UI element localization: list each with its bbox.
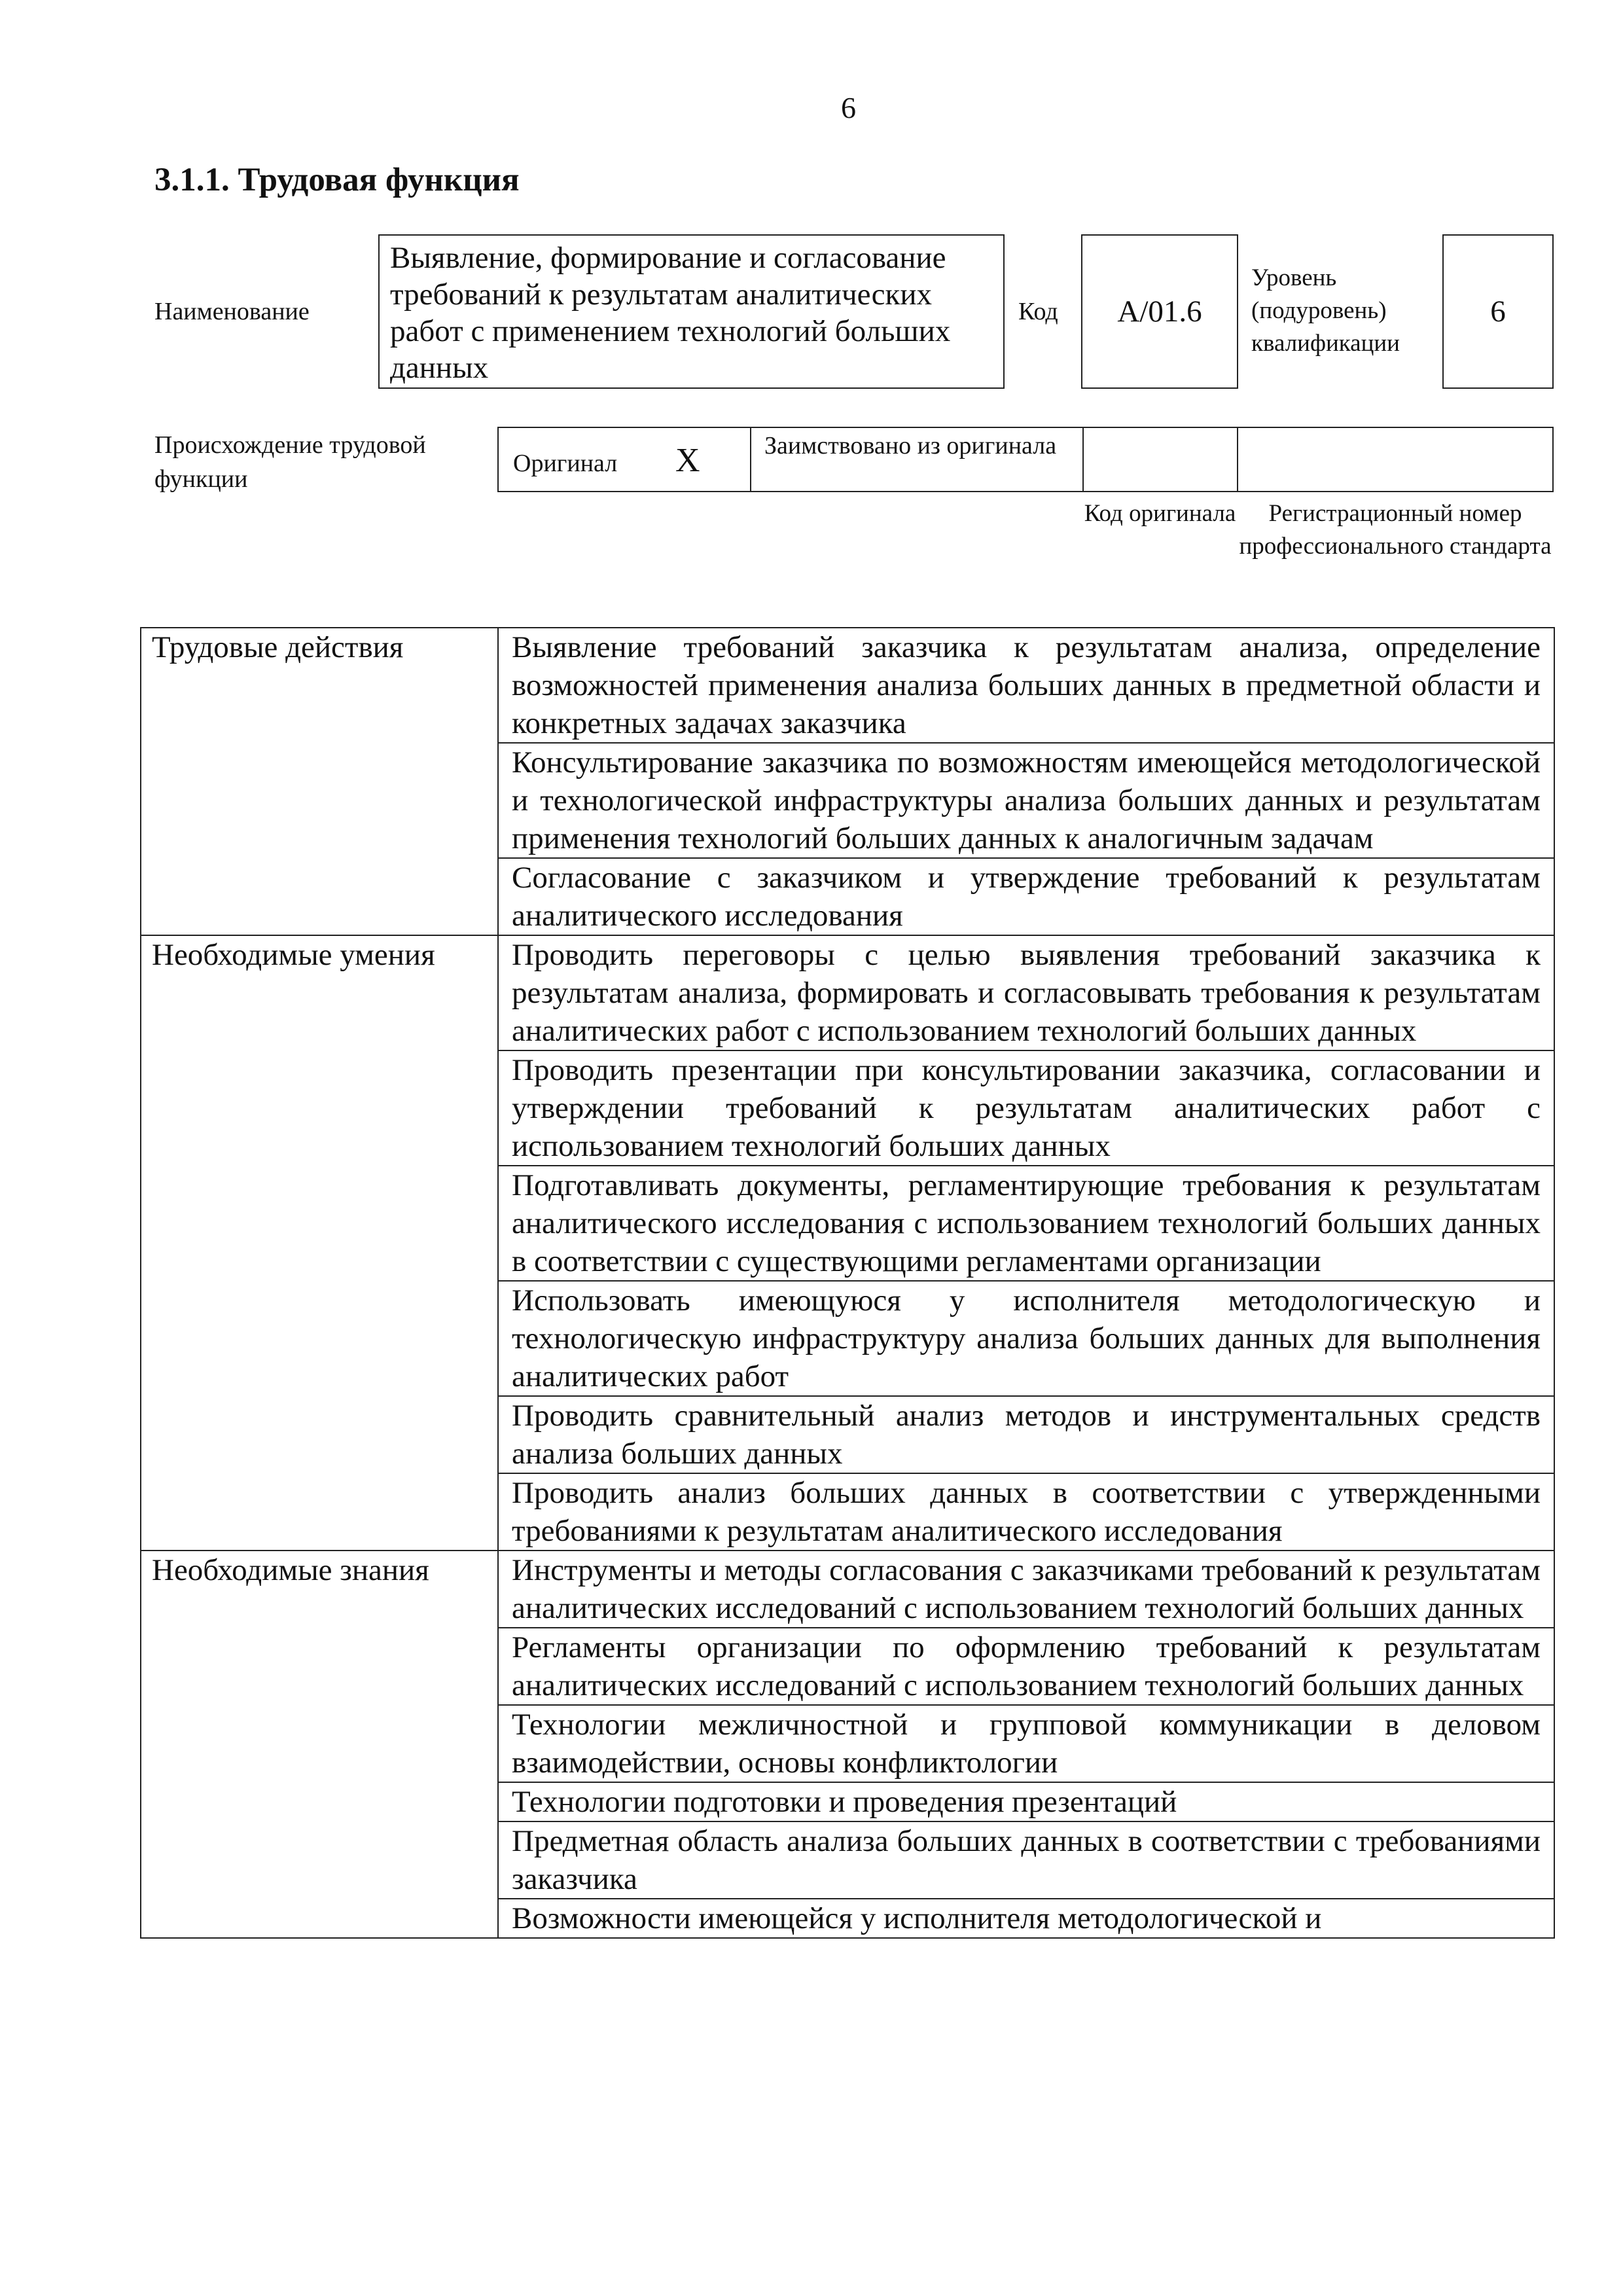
caption-reg-number: Регистрационный номер профессионального стандарта: [1239, 500, 1552, 560]
code-value: A/01.6: [1117, 295, 1202, 329]
origin-borrowed-cell: [751, 428, 1084, 491]
origin-original-mark: X: [675, 442, 700, 479]
table-row: [141, 935, 1554, 1050]
section-item: Предметная область анализа больших данных в соответствии с требованиями заказчика: [498, 1821, 1554, 1899]
section-item: Выявление требований заказчика к результатам анализа, определение возможностей применения анализа больших данных в предметной области и конкретных задачах заказчика: [498, 628, 1554, 743]
function-details-table: [140, 627, 1555, 1939]
caption-code-original: Код оригинала: [1084, 500, 1236, 527]
level-label-text: Уровень (подуровень) квалификации: [1251, 264, 1400, 357]
section-item: Проводить анализ больших данных в соответствии с утвержденными требованиями к результатам аналитического исследования: [498, 1473, 1554, 1551]
section-item: Подготавливать документы, регламентирующие требования к результатам аналитического исследования с использованием технологий больших данных в соответствии с существующими регламентами организации: [498, 1166, 1554, 1281]
code-label: Код: [1018, 298, 1058, 325]
section-item: Использовать имеющуюся у исполнителя методологическую и технологическую инфраструктуру анализа больших данных для выполнения аналитических работ: [498, 1281, 1554, 1396]
section-heading: Трудовые действия: [141, 628, 498, 935]
origin-label: Происхождение трудовой функции: [154, 431, 426, 493]
section-item: Технологии подготовки и проведения презентаций: [498, 1782, 1554, 1821]
section-item: Возможности имеющейся у исполнителя методологической и: [498, 1899, 1554, 1938]
level-box: [1442, 234, 1554, 389]
origin-regnum-cell: [1238, 428, 1552, 491]
origin-code-cell: [1084, 428, 1238, 491]
code-box: [1081, 234, 1238, 389]
section-item: Технологии межличностной и групповой коммуникации в деловом взаимодействии, основы конфликтологии: [498, 1705, 1554, 1782]
table-row: [141, 1551, 1554, 1628]
level-value: 6: [1490, 295, 1506, 329]
origin-table: [497, 427, 1554, 492]
section-item: Проводить переговоры с целью выявления требований заказчика к результатам анализа, формировать и согласовывать требования к результатам аналитических работ с использованием технологий больших данных: [498, 935, 1554, 1050]
level-label: [1251, 262, 1428, 360]
origin-original-label: Оригинал: [513, 450, 618, 477]
section-item: Консультирование заказчика по возможностям имеющейся методологической и технологической инфраструктуры анализа больших данных и результатам применения технологий больших данных к аналогичным задачам: [498, 743, 1554, 858]
function-name-box: Выявление, формирование и согласование требований к результатам аналитических работ с применением технологий больших данных: [378, 234, 1005, 389]
section-heading: Необходимые знания: [141, 1551, 498, 1938]
section-item: Инструменты и методы согласования с заказчиками требований к результатам аналитических исследований с использованием технологий больших данных: [498, 1551, 1554, 1628]
section-item: Проводить презентации при консультировании заказчика, согласовании и утверждении требований к результатам аналитических работ с использованием технологий больших данных: [498, 1050, 1554, 1166]
section-item: Согласование с заказчиком и утверждение требований к результатам аналитического исследования: [498, 858, 1554, 935]
section-item: Проводить сравнительный анализ методов и инструментальных средств анализа больших данных: [498, 1396, 1554, 1473]
section-heading: Необходимые умения: [141, 935, 498, 1551]
name-label: Наименование: [154, 298, 310, 325]
table-row: [141, 628, 1554, 743]
section-item: Регламенты организации по оформлению требований к результатам аналитических исследований с использованием технологий больших данных: [498, 1628, 1554, 1705]
section-title: 3.1.1. Трудовая функция: [154, 162, 520, 198]
origin-original-cell: [499, 428, 751, 491]
page-number: 6: [841, 91, 856, 124]
origin-borrowed-label: Заимствовано из оригинала: [764, 432, 1057, 459]
